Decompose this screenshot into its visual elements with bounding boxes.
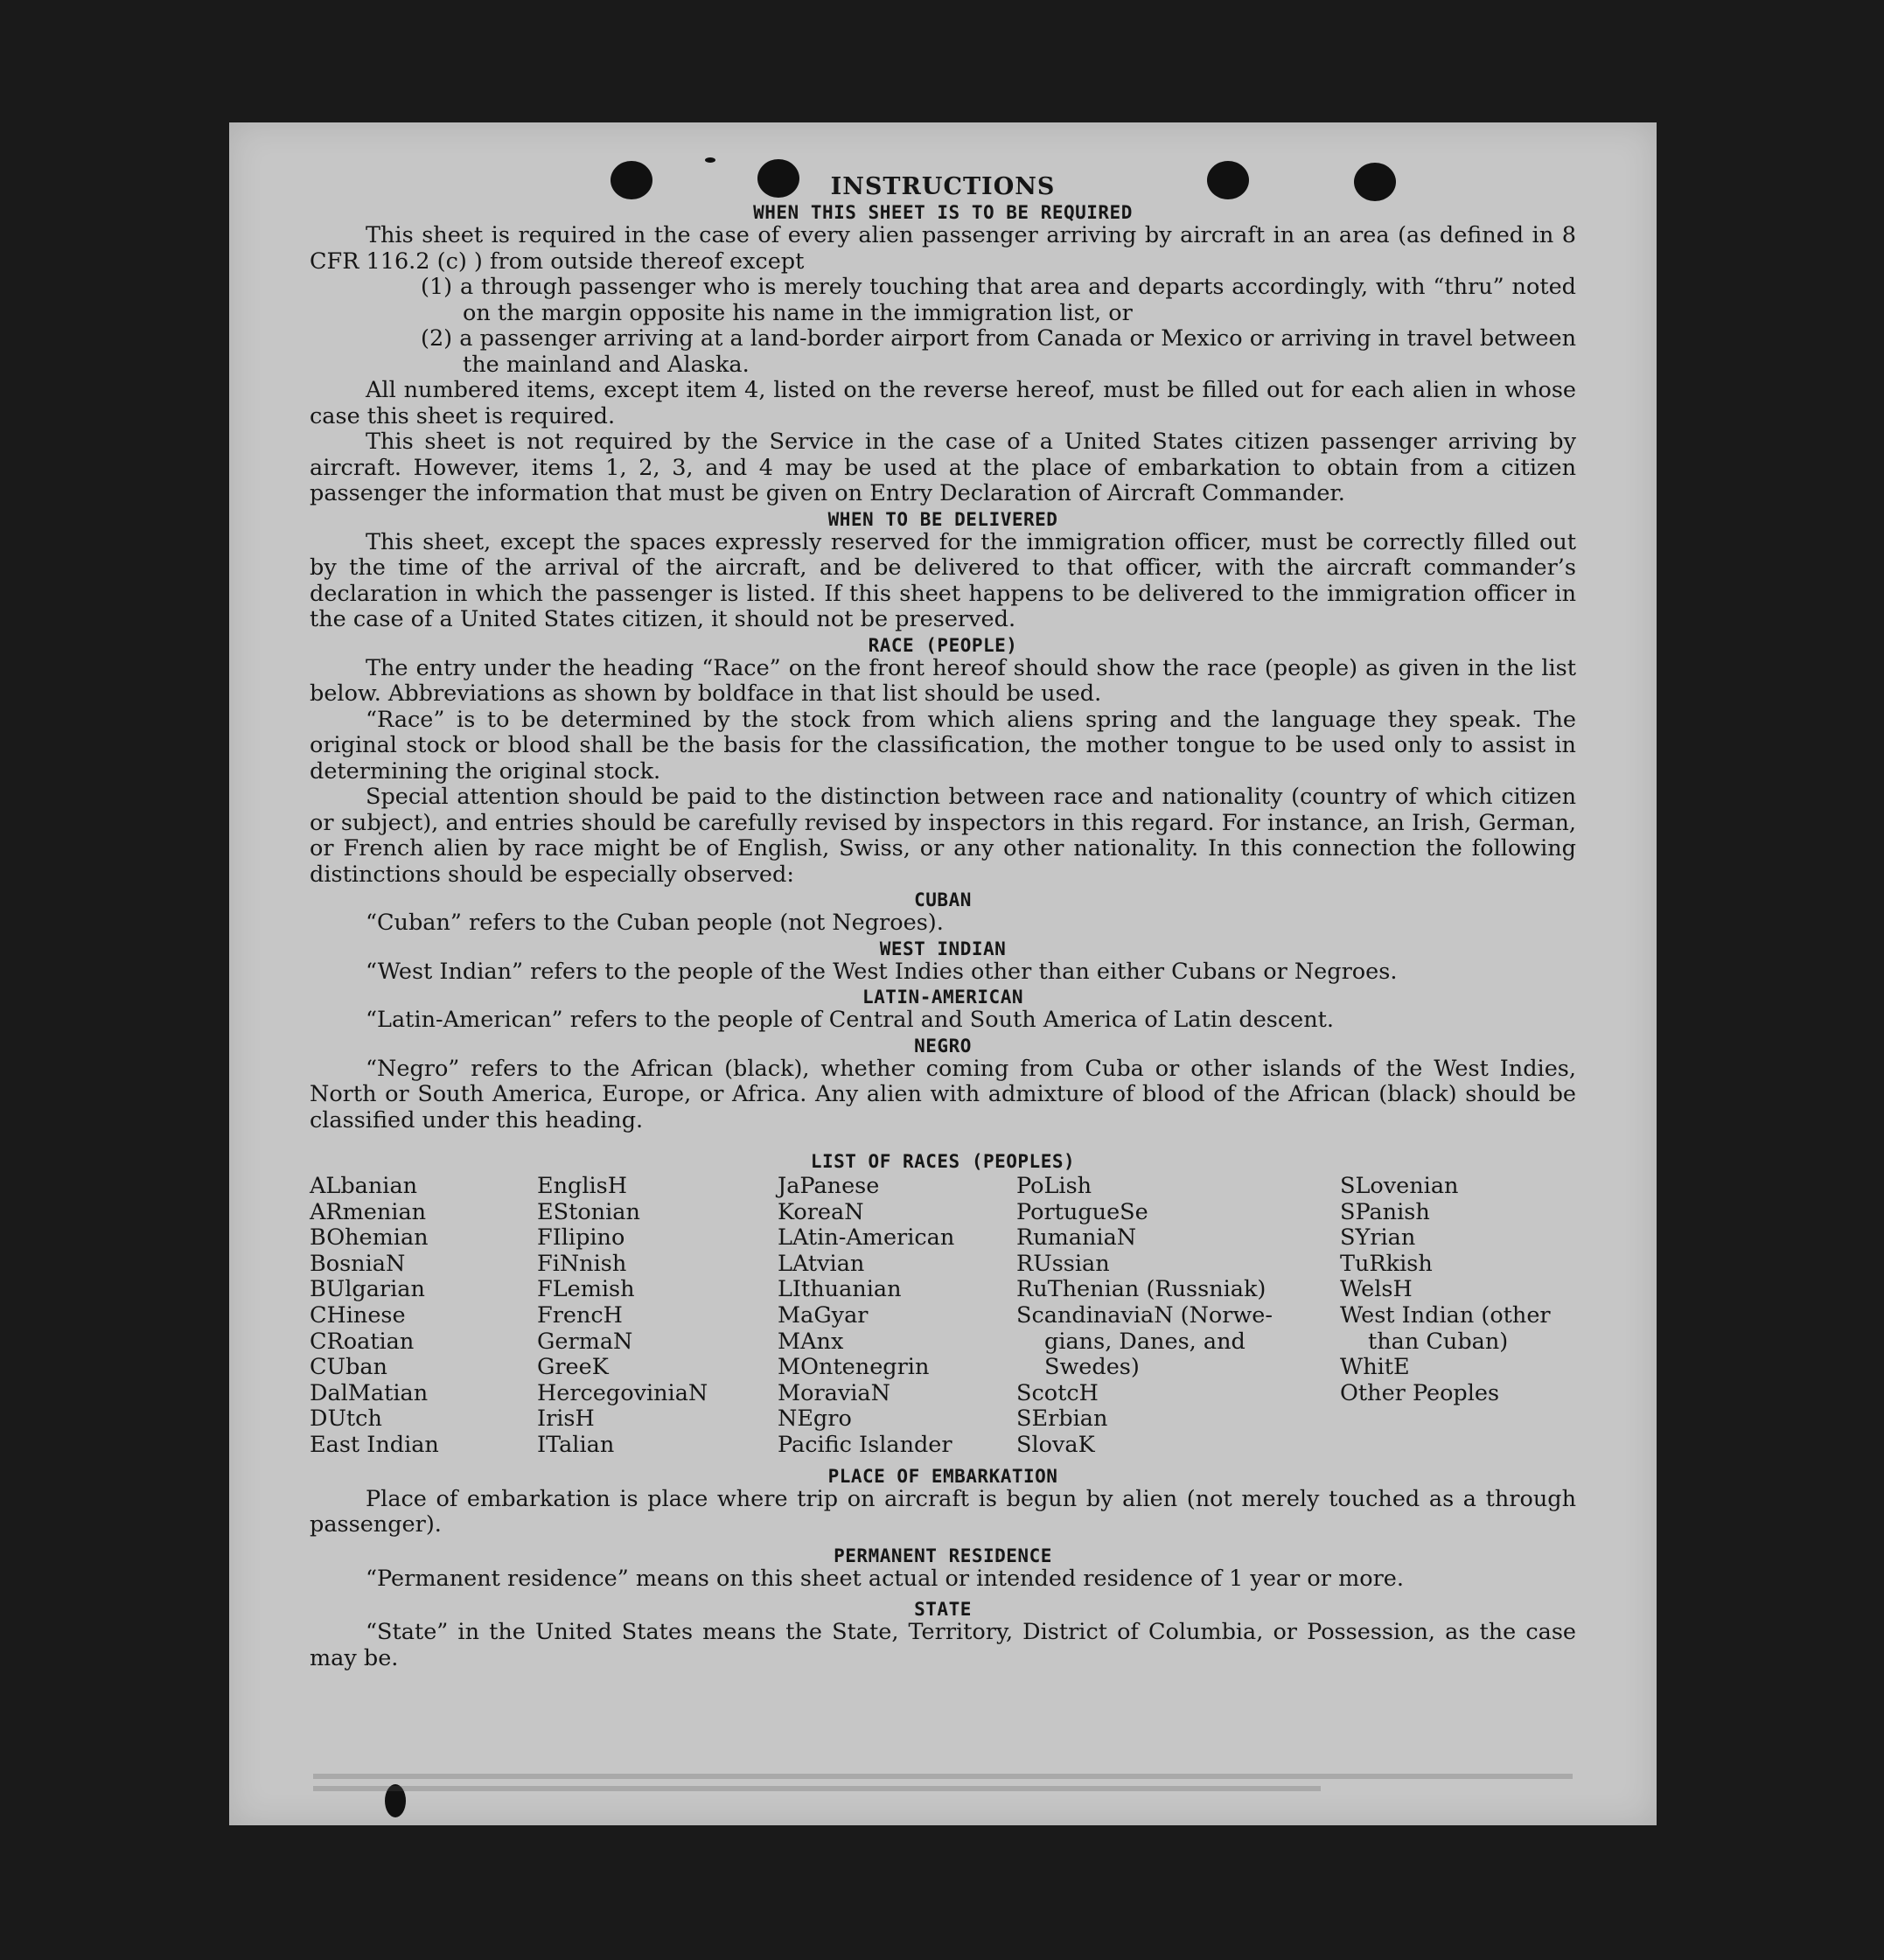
race-entry: SYrian bbox=[1340, 1224, 1416, 1252]
section-heading-required: WHEN THIS SHEET IS TO BE REQUIRED bbox=[753, 202, 1133, 223]
paragraph: Special attention should be paid to the distinction between race and nationality (country of which citizen or subject), and entries should be carefully revised by inspectors in this regard. For instance, an Irish, German, or French alien by race might be of English, Swiss, or any other nationality. In this connection the following distinctions should be especially observed: bbox=[310, 784, 1576, 888]
race-entry: SLovenian bbox=[1340, 1173, 1459, 1199]
race-entry: JaPanese bbox=[778, 1173, 880, 1199]
race-entry: PortugueSe bbox=[1016, 1198, 1148, 1225]
race-entry: WhitE bbox=[1340, 1354, 1410, 1381]
race-entry: CHinese bbox=[310, 1301, 406, 1329]
paragraph: Place of embarkation is place where trip on aircraft is begun by alien (not merely touched as a through passenger). bbox=[310, 1485, 1576, 1538]
section-heading-negro: NEGRO bbox=[914, 1035, 972, 1057]
race-entry: FiNnish bbox=[537, 1250, 627, 1277]
race-entry: GreeK bbox=[537, 1354, 609, 1381]
section-heading-embarkation: PLACE OF EMBARKATION bbox=[827, 1465, 1058, 1487]
race-entry: RuThenian (Russniak) bbox=[1016, 1276, 1266, 1303]
race-entry: SErbian bbox=[1016, 1405, 1108, 1433]
paragraph: This sheet, except the spaces expressly reserved for the immigration officer, must be correctly filled out by the time of the arrival of the aircraft, and be delivered to that officer, with the aircraft commander’s declaration in which the passenger is listed. If this sheet happens to be delivered to the immigration officer in the case of a United States citizen, it should not be preserved. bbox=[310, 528, 1576, 632]
race-entry: FIlipino bbox=[537, 1224, 625, 1252]
paragraph: “West Indian” refers to the people of the West Indies other than either Cubans or Negroes. bbox=[366, 958, 1398, 985]
race-entry: MoraviaN bbox=[778, 1379, 890, 1406]
section-heading-cuban: CUBAN bbox=[914, 889, 972, 910]
race-entry: gians, Danes, and bbox=[1044, 1328, 1246, 1355]
race-list-column bbox=[310, 1174, 537, 1459]
race-entry: LIthuanian bbox=[778, 1276, 902, 1303]
race-entry: SPanish bbox=[1340, 1198, 1430, 1225]
race-entry: MOntenegrin bbox=[778, 1354, 930, 1381]
paragraph: “Negro” refers to the African (black), whether coming from Cuba or other islands of the West Indies, North or South America, Europe, or Africa. Any alien with admixture of blood of the African (black) should be classified under this heading. bbox=[310, 1055, 1576, 1133]
race-entry: PoLish bbox=[1016, 1173, 1092, 1199]
race-list-column bbox=[537, 1174, 778, 1459]
race-entry: KoreaN bbox=[778, 1198, 864, 1225]
section-heading-latin-american: LATIN-AMERICAN bbox=[862, 987, 1023, 1008]
race-list-column bbox=[778, 1174, 1016, 1459]
race-entry: ScotcH bbox=[1016, 1379, 1099, 1406]
race-entry: LAtvian bbox=[778, 1250, 865, 1277]
bleed-through-footer bbox=[313, 1767, 1573, 1802]
document-page bbox=[229, 122, 1657, 1825]
paragraph: “State” in the United States means the State, Territory, District of Columbia, or Possession, as the case may be. bbox=[310, 1619, 1576, 1671]
section-heading-list: LIST OF RACES (PEOPLES) bbox=[810, 1151, 1076, 1172]
race-entry: IrisH bbox=[537, 1405, 595, 1433]
ink-speck bbox=[705, 157, 715, 163]
race-entry: Pacific Islander bbox=[778, 1431, 952, 1458]
paragraph: “Latin-American” refers to the people of Central and South America of Latin descent. bbox=[366, 1007, 1335, 1033]
section-heading-race: RACE (PEOPLE) bbox=[868, 634, 1018, 656]
paragraph: All numbered items, except item 4, listed on the reverse hereof, must be filled out for each alien in whose case this sheet is required. bbox=[310, 377, 1576, 429]
race-entry: ALbanian bbox=[310, 1173, 418, 1199]
race-entry: CUban bbox=[310, 1354, 387, 1381]
race-list-table bbox=[310, 1174, 1576, 1459]
race-entry: RUssian bbox=[1016, 1250, 1110, 1277]
race-entry: BUlgarian bbox=[310, 1276, 425, 1303]
race-entry: Other Peoples bbox=[1340, 1379, 1500, 1406]
page-title: INSTRUCTIONS bbox=[830, 173, 1056, 200]
race-entry: East Indian bbox=[310, 1431, 439, 1458]
race-entry: West Indian (other bbox=[1340, 1301, 1551, 1329]
race-entry: NEgro bbox=[778, 1405, 852, 1433]
list-item: (1) a through passenger who is merely touching that area and departs accordingly, with “thru” noted on the margin opposite his name in the immigration list, or bbox=[421, 274, 1576, 326]
section-heading-delivered: WHEN TO BE DELIVERED bbox=[827, 508, 1058, 530]
section-heading-state: STATE bbox=[914, 1599, 972, 1621]
race-entry: FrencH bbox=[537, 1301, 623, 1329]
race-entry: TuRkish bbox=[1340, 1250, 1433, 1277]
paragraph: “Permanent residence” means on this sheet actual or intended residence of 1 year or more. bbox=[366, 1565, 1404, 1592]
race-list-column bbox=[1340, 1174, 1576, 1459]
race-entry: ITalian bbox=[537, 1431, 615, 1458]
race-list-column bbox=[1016, 1174, 1340, 1459]
race-entry: WelsH bbox=[1340, 1276, 1413, 1303]
race-entry: EStonian bbox=[537, 1198, 640, 1225]
race-entry: MAnx bbox=[778, 1328, 844, 1355]
race-entry: BOhemian bbox=[310, 1224, 429, 1252]
race-entry: DalMatian bbox=[310, 1379, 429, 1406]
section-heading-residence: PERMANENT RESIDENCE bbox=[834, 1545, 1052, 1566]
race-entry: Swedes) bbox=[1044, 1354, 1140, 1381]
race-entry: RumaniaN bbox=[1016, 1224, 1137, 1252]
race-entry: BosniaN bbox=[310, 1250, 406, 1277]
race-entry: MaGyar bbox=[778, 1301, 869, 1329]
race-entry: ARmenian bbox=[310, 1198, 427, 1225]
section-heading-west-indian: WEST INDIAN bbox=[879, 938, 1007, 959]
paragraph: The entry under the heading “Race” on the front hereof should show the race (people) as given in the list below. Abbreviations as shown by boldface in that list should be used. bbox=[310, 654, 1576, 707]
paragraph: This sheet is required in the case of every alien passenger arriving by aircraft in an area (as defined in 8 CFR 116.2 (c) ) from outside thereof except bbox=[310, 222, 1576, 275]
race-entry: GermaN bbox=[537, 1328, 633, 1355]
race-entry: EnglisH bbox=[537, 1173, 627, 1199]
race-entry: than Cuban) bbox=[1368, 1328, 1509, 1355]
instructions-text bbox=[310, 173, 1576, 1671]
list-item: (2) a passenger arriving at a land-border airport from Canada or Mexico or arriving in travel between the mainland and Alaska. bbox=[421, 325, 1576, 378]
race-entry: HercegoviniaN bbox=[537, 1379, 708, 1406]
race-entry: CRoatian bbox=[310, 1328, 415, 1355]
race-entry: LAtin-American bbox=[778, 1224, 955, 1252]
race-entry: ScandinaviaN (Norwe- bbox=[1016, 1301, 1273, 1329]
paragraph: “Cuban” refers to the Cuban people (not Negroes). bbox=[366, 910, 944, 936]
race-entry: FLemish bbox=[537, 1276, 635, 1303]
paragraph: “Race” is to be determined by the stock from which aliens spring and the language they speak. The original stock or blood shall be the basis for the classification, the mother tongue to be used only to assist in determining the original stock. bbox=[310, 706, 1576, 785]
race-entry: DUtch bbox=[310, 1405, 382, 1433]
paragraph: This sheet is not required by the Service in the case of a United States citizen passenger arriving by aircraft. However, items 1, 2, 3, and 4 may be used at the place of embarkation to obtain from a citizen passenger the information that must be given on Entry Declaration of Aircraft Commander. bbox=[310, 429, 1576, 506]
race-entry: SlovaK bbox=[1016, 1431, 1095, 1458]
